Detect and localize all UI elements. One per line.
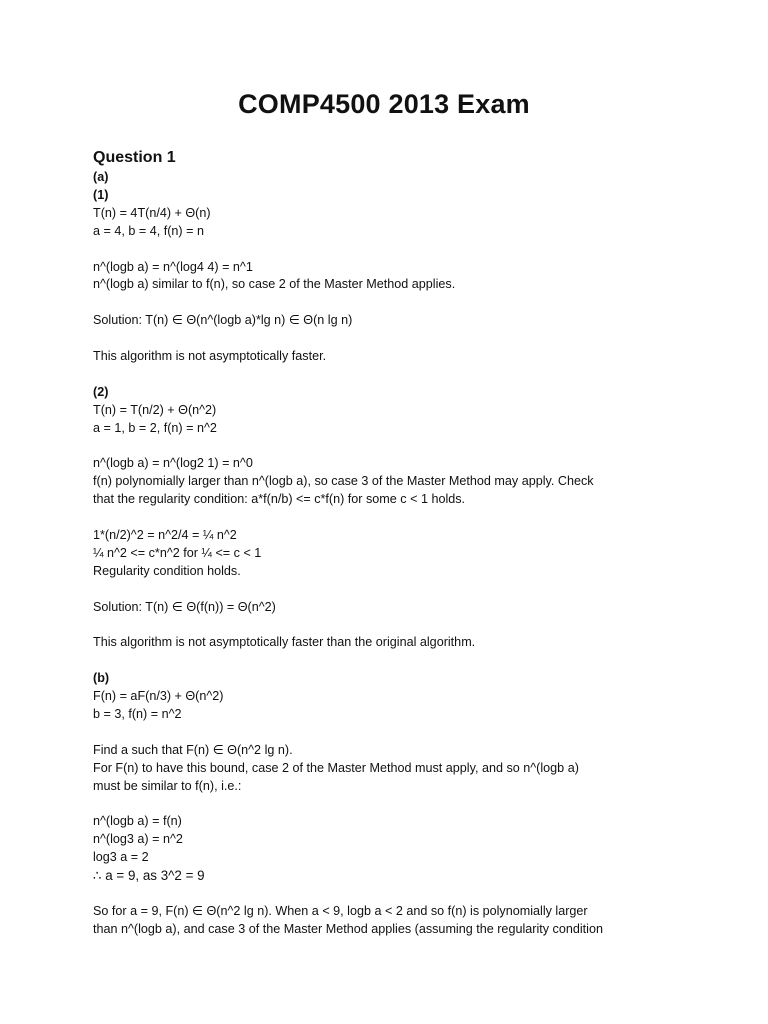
blank-line: [93, 652, 683, 670]
text-line: F(n) = aF(n/3) + Θ(n^2): [93, 689, 224, 704]
text-line: This algorithm is not asymptotically faster than the original algorithm.: [93, 635, 476, 650]
text-line: ∴ a = 9, as 3^2 = 9: [93, 868, 205, 884]
text-line: that the regularity condition: a*f(n/b) <= c*f(n) for some c < 1 holds.: [93, 492, 466, 507]
blank-line: [93, 330, 683, 348]
document-body: [93, 147, 683, 939]
text-line: Solution: T(n) ∈ Θ(f(n)) = Θ(n^2): [93, 599, 276, 614]
text-line: n^(logb a) = n^(log2 1) = n^0: [93, 456, 253, 471]
text-line: than n^(logb a), and case 3 of the Master Method applies (assuming the regularity condition: [93, 922, 603, 937]
text-line: n^(logb a) similar to f(n), so case 2 of the Master Method applies.: [93, 277, 456, 292]
text-line: log3 a = 2: [93, 850, 149, 865]
text-line: So for a = 9, F(n) ∈ Θ(n^2 lg n). When a < 9, logb a < 2 and so f(n) is polynomially larger: [93, 904, 588, 919]
text-line: 1*(n/2)^2 = n^2/4 = ¼ n^2: [93, 528, 237, 543]
text-line: b = 3, f(n) = n^2: [93, 707, 182, 722]
text-line: Find a such that F(n) ∈ Θ(n^2 lg n).: [93, 742, 293, 757]
section-label: (a): [93, 170, 109, 184]
text-line: ¼ n^2 <= c*n^2 for ¼ <= c < 1: [93, 545, 262, 560]
section-label: (2): [93, 384, 109, 399]
section-label: (b): [93, 671, 110, 686]
section-label: (1): [93, 187, 109, 202]
text-line: must be similar to f(n), i.e.:: [93, 778, 242, 793]
blank-line: [93, 241, 683, 259]
blank-line: [93, 294, 683, 312]
blank-line: [93, 366, 683, 384]
question-heading: Question 1: [93, 149, 176, 166]
text-line: Solution: T(n) ∈ Θ(n^(logb a)*lg n) ∈ Θ(n lg n): [93, 313, 353, 328]
document-lines: [93, 169, 683, 939]
text-line: n^(logb a) = n^(log4 4) = n^1: [93, 259, 253, 274]
blank-line: [93, 885, 683, 903]
blank-line: [93, 724, 683, 742]
text-line: T(n) = 4T(n/4) + Θ(n): [93, 205, 211, 220]
blank-line: [93, 796, 683, 814]
text-line: a = 1, b = 2, f(n) = n^2: [93, 420, 217, 435]
blank-line: [93, 509, 683, 527]
text-line: This algorithm is not asymptotically faster.: [93, 349, 327, 364]
text-line: n^(log3 a) = n^2: [93, 832, 183, 847]
document-title: COMP4500 2013 Exam: [238, 89, 530, 119]
text-line: T(n) = T(n/2) + Θ(n^2): [93, 402, 217, 417]
text-line: For F(n) to have this bound, case 2 of the Master Method must apply, and so n^(logb a): [93, 760, 579, 775]
text-line: Regularity condition holds.: [93, 563, 241, 578]
blank-line: [93, 581, 683, 599]
blank-line: [93, 438, 683, 456]
text-line: n^(logb a) = f(n): [93, 814, 182, 829]
text-line: a = 4, b = 4, f(n) = n: [93, 223, 204, 238]
blank-line: [93, 617, 683, 635]
text-line: f(n) polynomially larger than n^(logb a), so case 3 of the Master Method may apply. Check: [93, 474, 594, 489]
